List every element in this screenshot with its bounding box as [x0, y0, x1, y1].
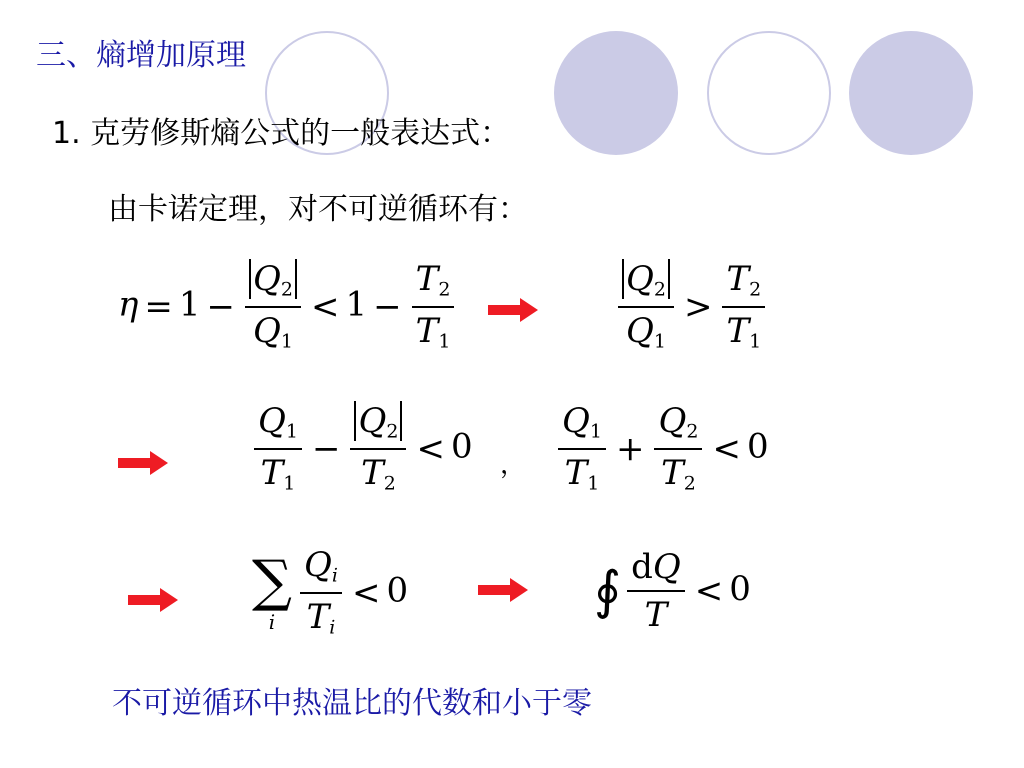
formula-sum-two [554, 401, 769, 495]
q2-subscript: 2 [280, 278, 293, 301]
decor-circle [554, 31, 678, 155]
zero: 0 [746, 426, 769, 467]
formula-summation [252, 545, 409, 639]
decor-circle [707, 31, 831, 155]
q1-subscript: 1 [653, 330, 666, 353]
formula-ratio-inequality [614, 259, 769, 353]
minus-sign: − [206, 286, 236, 327]
plus-sign: + [615, 428, 645, 469]
slide-title: 三、熵增加原理 [36, 38, 246, 73]
t2-subscript: 2 [438, 278, 451, 301]
t2-subscript: 2 [749, 278, 762, 301]
less-than-sign: < [694, 571, 724, 611]
q1-subscript: 1 [285, 420, 298, 443]
q1-subscript: 1 [589, 420, 602, 443]
slide-subtitle: 1. 克劳修斯熵公式的一般表达式： [52, 116, 511, 151]
q1-symbol: Q [258, 401, 286, 441]
arrow-right-icon [118, 451, 168, 475]
q1-subscript: 1 [280, 330, 293, 353]
one: 1 [178, 284, 201, 325]
zero: 0 [729, 569, 751, 609]
zero: 0 [450, 426, 473, 467]
t1-subscript: 1 [283, 472, 296, 495]
formula-difference [250, 401, 473, 495]
greater-than-sign: > [683, 286, 713, 327]
t1-symbol: T [415, 310, 439, 351]
formula-separator: ， [500, 450, 527, 480]
q2-symbol: Q [658, 401, 687, 441]
t1-symbol: T [564, 452, 588, 493]
q2-symbol: Q [358, 401, 387, 441]
intro-text: 由卡诺定理，对不可逆循环有： [108, 192, 528, 227]
eta-symbol: η [118, 284, 139, 325]
t-symbol: T [644, 595, 668, 635]
fraction-qi-ti [300, 545, 342, 639]
arrow-right-icon [478, 578, 528, 602]
ti-symbol: T [306, 596, 330, 637]
arrow-right-icon [488, 298, 538, 322]
q1-symbol: Q [562, 401, 590, 441]
fraction-q2-q1 [245, 259, 301, 353]
t2-subscript: 2 [683, 472, 696, 495]
equals-sign: = [144, 286, 173, 327]
fraction-q2-t2 [654, 401, 702, 495]
t2-subscript: 2 [383, 472, 396, 495]
t2-symbol: T [361, 452, 384, 493]
differential-d: d [631, 547, 653, 587]
q2-subscript: 2 [686, 420, 699, 443]
q2-symbol: Q [626, 259, 654, 299]
minus-sign: − [373, 286, 402, 327]
t1-subscript: 1 [587, 472, 600, 495]
q-symbol: Q [652, 547, 681, 587]
less-than-sign: < [351, 572, 381, 613]
formula-cyclic-integral [594, 547, 751, 635]
fraction-q2-t2 [350, 401, 406, 495]
q1-symbol: Q [626, 310, 654, 351]
t2-symbol: T [415, 259, 439, 299]
ti-subscript: i [329, 616, 336, 639]
decor-circle [849, 31, 973, 155]
q1-symbol: Q [253, 310, 281, 351]
t1-subscript: 1 [749, 330, 762, 353]
zero: 0 [386, 570, 409, 611]
conclusion-text: 不可逆循环中热温比的代数和小于零 [112, 686, 592, 721]
qi-subscript: i [331, 564, 338, 587]
t2-symbol: T [661, 452, 684, 493]
fraction-t2-t1 [722, 259, 765, 353]
less-than-sign: < [712, 428, 741, 469]
fraction-t2-t1 [412, 259, 455, 353]
t2-symbol: T [726, 259, 750, 299]
qi-symbol: Q [303, 545, 332, 585]
t1-symbol: T [726, 310, 750, 351]
q2-subscript: 2 [386, 420, 399, 443]
contour-integral-symbol: ∮ [594, 561, 622, 621]
less-than-sign: < [310, 286, 340, 327]
less-than-sign: < [416, 428, 445, 469]
one: 1 [345, 284, 368, 325]
fraction-dq-t [627, 547, 685, 635]
q2-subscript: 2 [653, 278, 666, 301]
fraction-q1-t1 [254, 401, 302, 495]
fraction-q1-t1 [558, 401, 606, 495]
summation [252, 548, 292, 634]
fraction-q2-q1 [618, 259, 674, 353]
formula-efficiency [118, 259, 458, 353]
minus-sign: − [311, 428, 341, 469]
arrow-right-icon [128, 588, 178, 612]
t1-symbol: T [260, 452, 284, 493]
q2-symbol: Q [253, 259, 281, 299]
sigma-symbol: ∑ [252, 548, 292, 614]
summation-index: i [268, 609, 276, 634]
t1-subscript: 1 [438, 330, 451, 353]
